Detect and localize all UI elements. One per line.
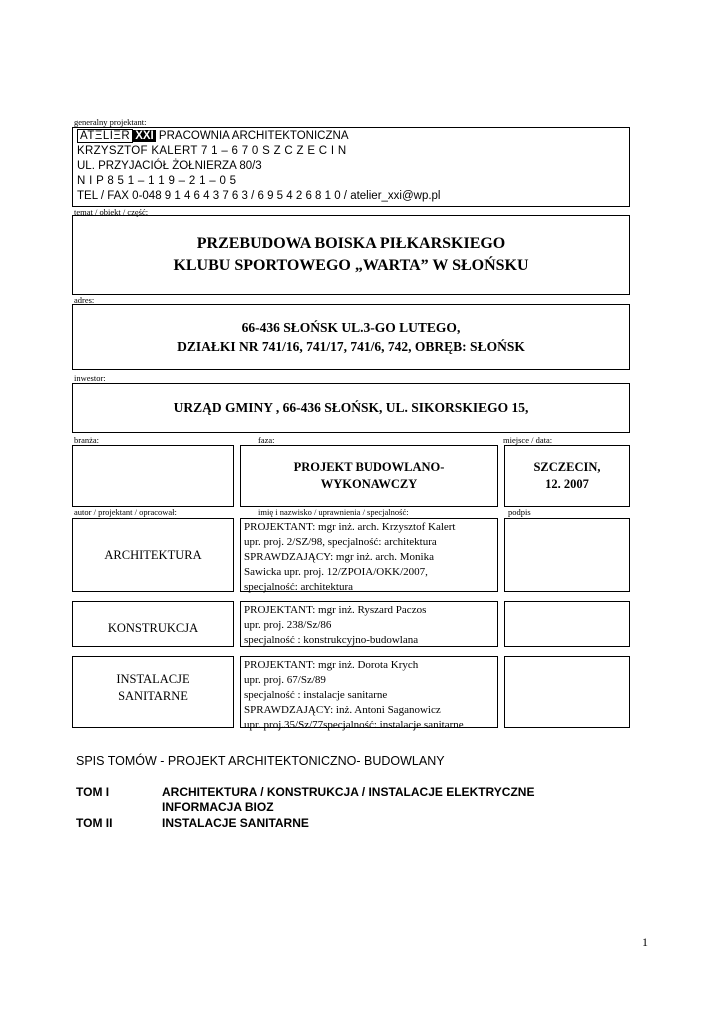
volume-title-line-1: INSTALACJE SANITARNE xyxy=(162,816,309,830)
detail-line: PROJEKTANT: mgr inż. Ryszard Paczos xyxy=(244,604,427,616)
topic-label: temat / obiekt / część: xyxy=(74,207,149,217)
topic-box xyxy=(72,215,630,295)
designer-details-sanitary xyxy=(240,656,498,731)
designer-details-construction xyxy=(240,601,498,647)
phase-label: faza: xyxy=(258,435,275,445)
firm-line xyxy=(77,129,625,144)
discipline-name-line-1: INSTALACJE xyxy=(116,672,190,686)
phase-line-2: WYKONAWCZY xyxy=(320,477,418,491)
detail-line: SPRAWDZAJĄCY: inż. Antoni Saganowicz xyxy=(244,704,441,716)
address-box xyxy=(72,304,630,370)
designer-city-line: KRZYSZTOF KALERT 7 1 – 6 7 0 S Z C Z E C I N xyxy=(77,145,347,157)
name-rights-label: imię i nazwisko / uprawnienia / specjalność: xyxy=(258,507,409,517)
detail-line: specjalność : instalacje sanitarne xyxy=(244,689,388,701)
topic-line-2: KLUBU SPORTOWEGO „WARTA” W SŁOŃSKU xyxy=(173,257,529,274)
detail-line: specjalność : konstrukcyjno-budowlana xyxy=(244,634,419,646)
signature-label: podpis xyxy=(508,507,531,517)
phase-box xyxy=(240,445,498,507)
designer-contact-line: TEL / FAX 0-048 9 1 4 6 4 3 7 6 3 / 6 9 5 4 2 6 8 1 0 / atelier_xxi@wp.pl xyxy=(77,190,441,202)
firm-name: PRACOWNIA ARCHITEKTONICZNA xyxy=(155,130,349,142)
address-line-2: DZIAŁKI NR 741/16, 741/17, 741/6, 742, OBRĘB: SŁOŃSK xyxy=(177,339,525,354)
atelier-logo: ATΞLIΞR xyxy=(77,129,133,143)
discipline-name: KONSTRUKCJA xyxy=(107,620,199,635)
detail-line: PROJEKTANT: mgr inż. Dorota Krych xyxy=(244,659,419,671)
branch-box xyxy=(72,445,234,507)
volume-number: TOM I xyxy=(76,785,110,799)
discipline-sanitary xyxy=(72,656,234,728)
phase-line-1: PROJEKT BUDOWLANO- xyxy=(293,460,445,474)
investor-text: URZĄD GMINY , 66-436 SŁOŃSK, UL. SIKORSKIEGO 15, xyxy=(173,400,529,415)
place-line-1: SZCZECIN, xyxy=(533,460,601,474)
discipline-name-line-2: SANITARNE xyxy=(118,689,188,703)
detail-line: upr. proj. 67/Sz/89 xyxy=(244,674,326,686)
general-designer-label: generalny projektant: xyxy=(74,117,147,127)
volume-row-1-continued xyxy=(162,800,274,815)
detail-line: Sawicka upr. proj. 12/ZPOIA/OKK/2007, xyxy=(244,566,428,578)
discipline-construction xyxy=(72,601,234,647)
discipline-name: ARCHITEKTURA xyxy=(104,547,202,562)
signature-box-sanitary xyxy=(504,656,630,728)
volume-title-line-2: INFORMACJA BIOZ xyxy=(162,800,274,814)
general-designer-box xyxy=(72,127,630,207)
author-label: autor / projektant / opracował: xyxy=(74,507,177,517)
discipline-architecture xyxy=(72,518,234,592)
place-line-2: 12. 2007 xyxy=(545,477,589,491)
atelier-logo-xxi: XXI xyxy=(135,130,154,142)
place-date-box xyxy=(504,445,630,507)
signature-box-construction xyxy=(504,601,630,647)
place-date-label: miejsce / data: xyxy=(503,435,553,445)
address-label: adres: xyxy=(74,295,95,305)
volume-row-2 xyxy=(76,816,309,831)
detail-line: PROJEKTANT: mgr inż. arch. Krzysztof Kalert xyxy=(244,521,456,533)
detail-line: upr. proj. 238/Sz/86 xyxy=(244,619,332,631)
detail-line: specjalność: architektura xyxy=(244,581,354,593)
page-number: 1 xyxy=(642,935,648,949)
detail-line: upr. proj. 2/SZ/98, specjalność: architektura xyxy=(244,536,437,548)
address-line-1: 66-436 SŁOŃSK UL.3-GO LUTEGO, xyxy=(241,320,461,335)
volume-title-line-1: ARCHITEKTURA / KONSTRUKCJA / INSTALACJE ELEKTRYCZNE xyxy=(162,785,535,799)
detail-line: upr. proj.35/Sz/77specjalność: instalacje sanitarne xyxy=(244,719,464,731)
detail-line: SPRAWDZAJĄCY: mgr inż. arch. Monika xyxy=(244,551,434,563)
volume-row-1 xyxy=(76,785,534,800)
investor-box xyxy=(72,383,630,433)
designer-details-architecture xyxy=(240,518,498,592)
designer-nip-line: N I P 8 5 1 – 1 1 9 – 2 1 – 0 5 xyxy=(77,175,237,187)
signature-box-architecture xyxy=(504,518,630,592)
volumes-heading: SPIS TOMÓW - PROJEKT ARCHITEKTONICZNO- BUDOWLANY xyxy=(76,754,445,768)
branch-label: branża: xyxy=(74,435,100,445)
investor-label: inwestor: xyxy=(74,373,106,383)
designer-street-line: UL. PRZYJACIÓŁ ŻOŁNIERZA 80/3 xyxy=(77,160,262,172)
volume-number: TOM II xyxy=(76,816,113,830)
topic-line-1: PRZEBUDOWA BOISKA PIŁKARSKIEGO xyxy=(196,235,506,252)
